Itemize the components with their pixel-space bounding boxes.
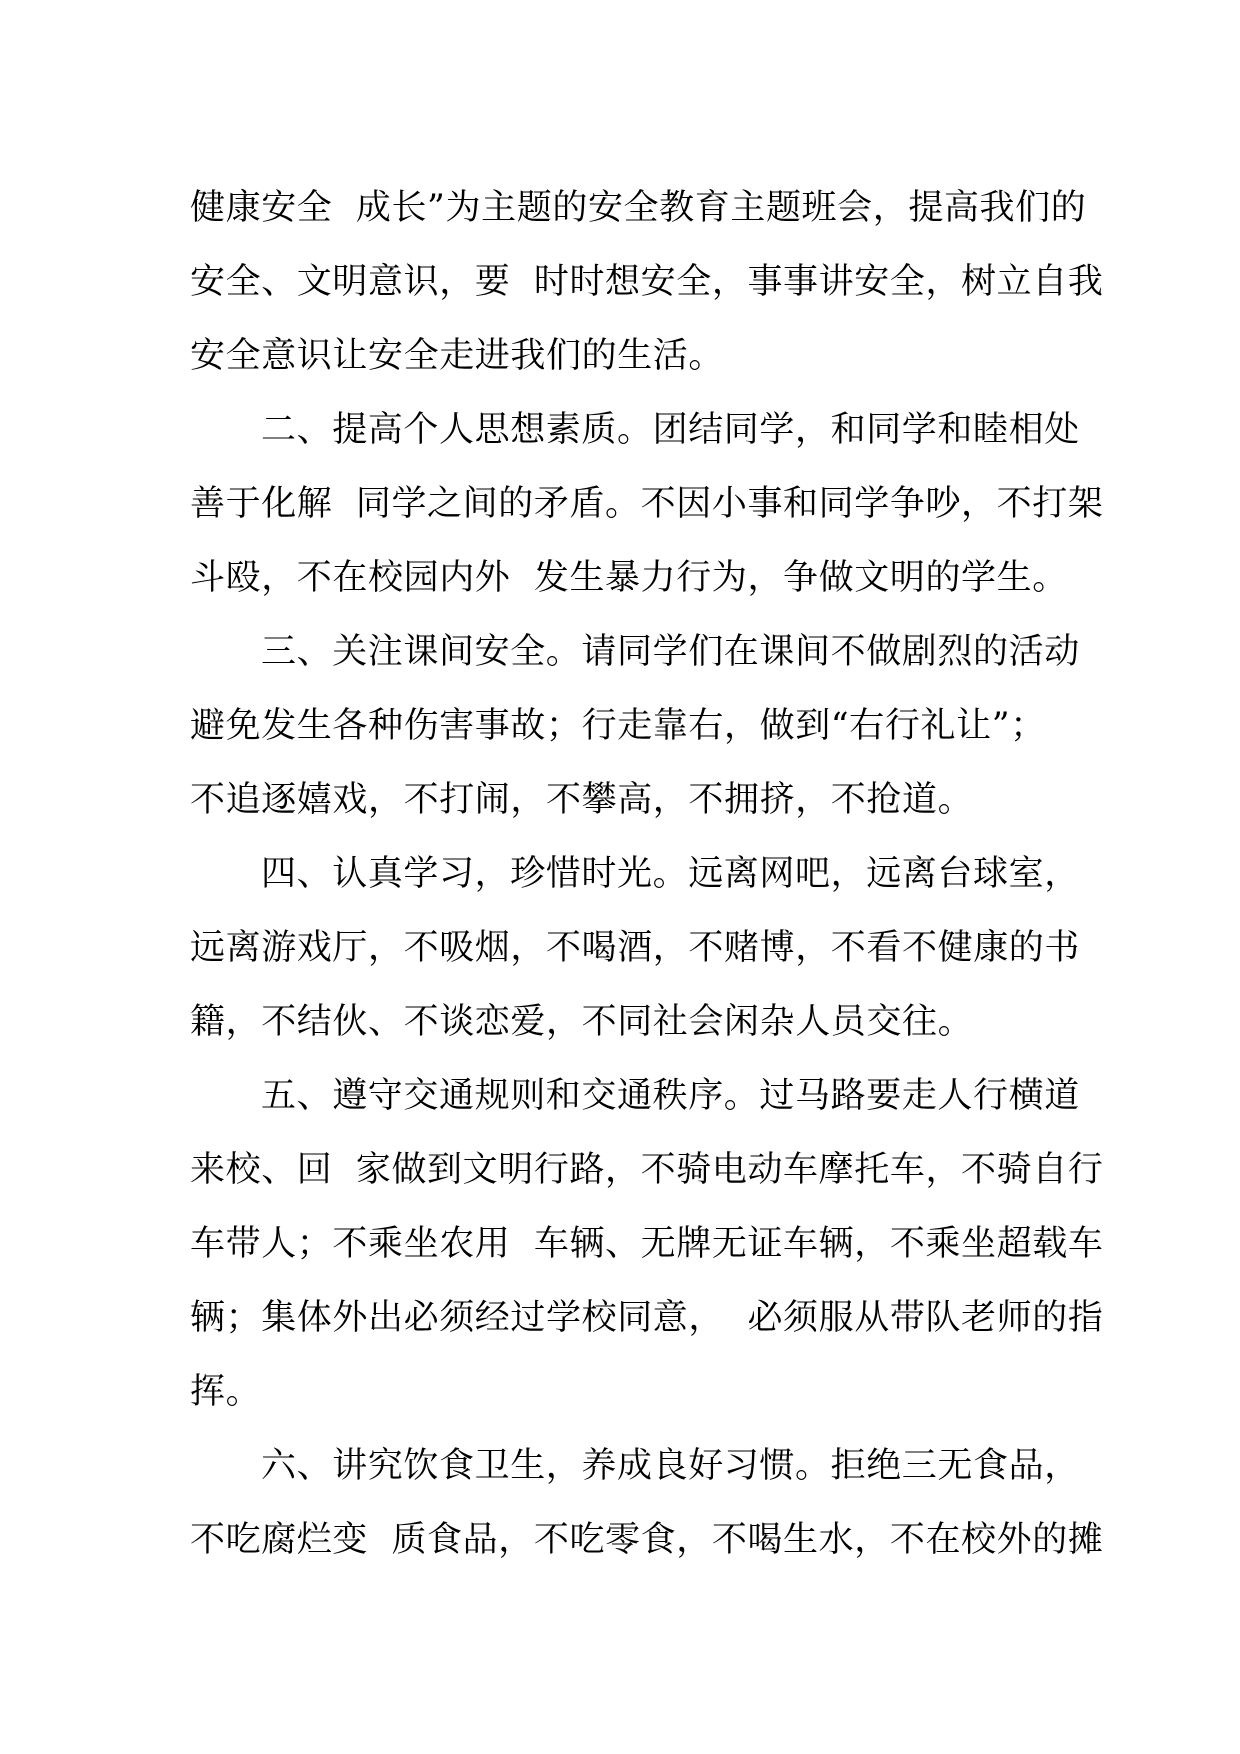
paragraph-start-line: 五、遵守交通规则和交通秩序。过马路要走人行横道 xyxy=(261,1076,1080,1116)
text-line: 健康安全 成长”为主题的安全教育主题班会，提高我们的 xyxy=(190,188,1087,228)
text-line: 斗殴，不在校园内外 发生暴力行为，争做文明的学生。 xyxy=(190,558,1068,598)
paragraph-start-line: 二、提高个人思想素质。团结同学，和同学和睦相处 xyxy=(261,410,1080,450)
text-line: 安全意识让安全走进我们的生活。 xyxy=(190,336,725,376)
text-line: 车带人；不乘坐农用 车辆、无牌无证车辆，不乘坐超载车 xyxy=(190,1224,1104,1264)
paragraph-start-line: 三、关注课间安全。请同学们在课间不做剧烈的活动 xyxy=(261,632,1080,672)
text-line: 不追逐嬉戏，不打闹，不攀高，不拥挤，不抢道。 xyxy=(190,780,974,820)
text-line: 籍，不结伙、不谈恋爱，不同社会闲杂人员交往。 xyxy=(190,1002,974,1042)
paragraph-start-line: 四、认真学习，珍惜时光。远离网吧，远离台球室， xyxy=(261,854,1080,894)
text-line: 安全、文明意识，要 时时想安全，事事讲安全，树立自我 xyxy=(190,262,1104,302)
text-line: 善于化解 同学之间的矛盾。不因小事和同学争吵，不打架 xyxy=(190,484,1104,524)
text-line: 辆；集体外出必须经过学校同意， 必须服从带队老师的指 xyxy=(190,1298,1104,1338)
text-line: 避免发生各种伤害事故；行走靠右，做到“右行礼让”； xyxy=(190,706,1046,746)
text-line: 远离游戏厅，不吸烟，不喝酒，不赌博，不看不健康的书 xyxy=(190,928,1081,968)
text-line: 挥。 xyxy=(190,1372,262,1412)
text-line: 不吃腐烂变 质食品，不吃零食，不喝生水，不在校外的摊 xyxy=(190,1520,1104,1560)
text-line: 来校、回 家做到文明行路，不骑电动车摩托车，不骑自行 xyxy=(190,1150,1104,1190)
paragraph-start-line: 六、讲究饮食卫生，养成良好习惯。拒绝三无食品， xyxy=(261,1446,1080,1486)
